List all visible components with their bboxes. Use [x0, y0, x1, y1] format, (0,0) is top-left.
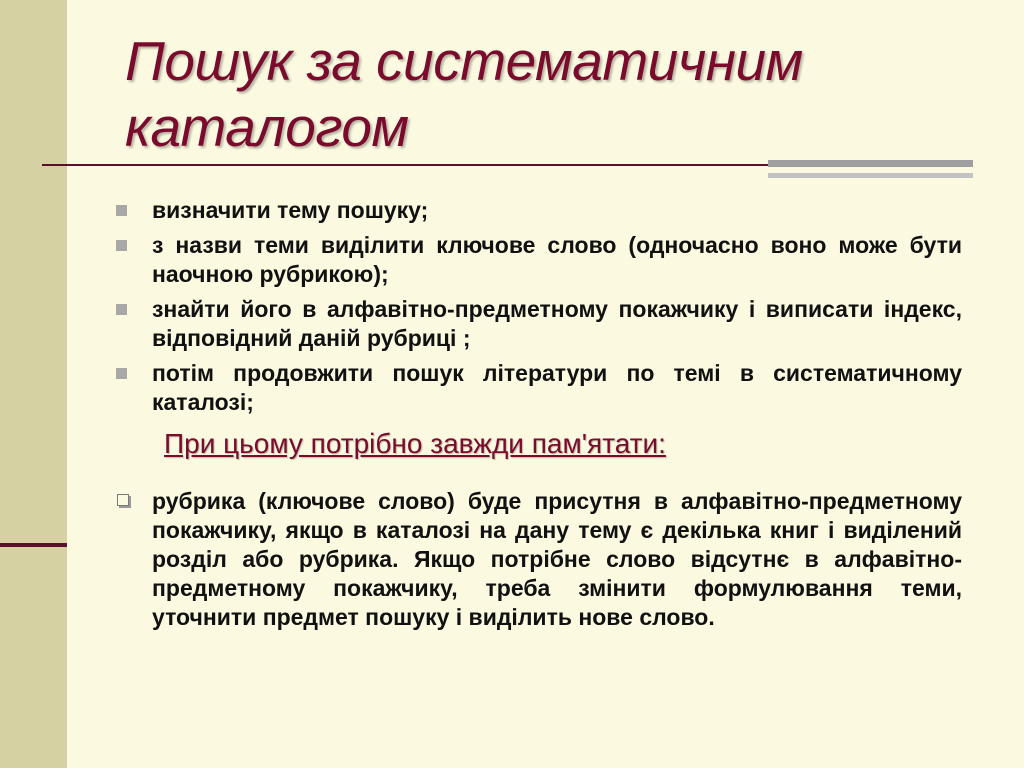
bullet-list: [116, 196, 962, 423]
title-underline-grey-band: [768, 160, 973, 167]
square-bullet-icon: [116, 240, 127, 251]
bullet-item: [116, 231, 962, 289]
side-decor-bar: [0, 0, 67, 768]
bullet-item: [116, 295, 962, 353]
title-underline-grey-band-lower: [768, 173, 973, 178]
hollow-square-bullet-icon: [117, 494, 129, 506]
slide-title: Пошук за систематичним каталогом: [125, 30, 803, 158]
square-bullet-icon: [116, 304, 127, 315]
bullet-item: [116, 359, 962, 417]
note-text: рубрика (ключове слово) буде присутня в алфавітно-предметному покажчику, якщо в каталозі на дану тему є декілька книг і виділений розділ або рубрика. Якщо потрібне слово відсутнє в алфавітно-предметному покажчику, треба змінити формулювання теми, уточнити предмет пошуку і виділить нове слово.: [152, 488, 962, 630]
title-underline: [42, 164, 768, 166]
bullet-text: знайти його в алфавітно-предметному покажчику і виписати індекс, відповідний даній рубриці ;: [152, 296, 962, 351]
note-paragraph: [116, 487, 962, 632]
side-decor-rule: [0, 543, 67, 547]
bullet-item: [116, 196, 962, 225]
bullet-text: визначити тему пошуку;: [152, 197, 429, 223]
square-bullet-icon: [116, 368, 127, 379]
bullet-text: з назви теми виділити ключове слово (одночасно воно може бути наочною рубрикою);: [152, 232, 962, 287]
square-bullet-icon: [116, 205, 127, 216]
bullet-text: потім продовжити пошук літератури по темі в систематичному каталозі;: [152, 360, 962, 415]
remember-heading: При цьому потрібно завжди пам'ятати:: [164, 428, 666, 459]
